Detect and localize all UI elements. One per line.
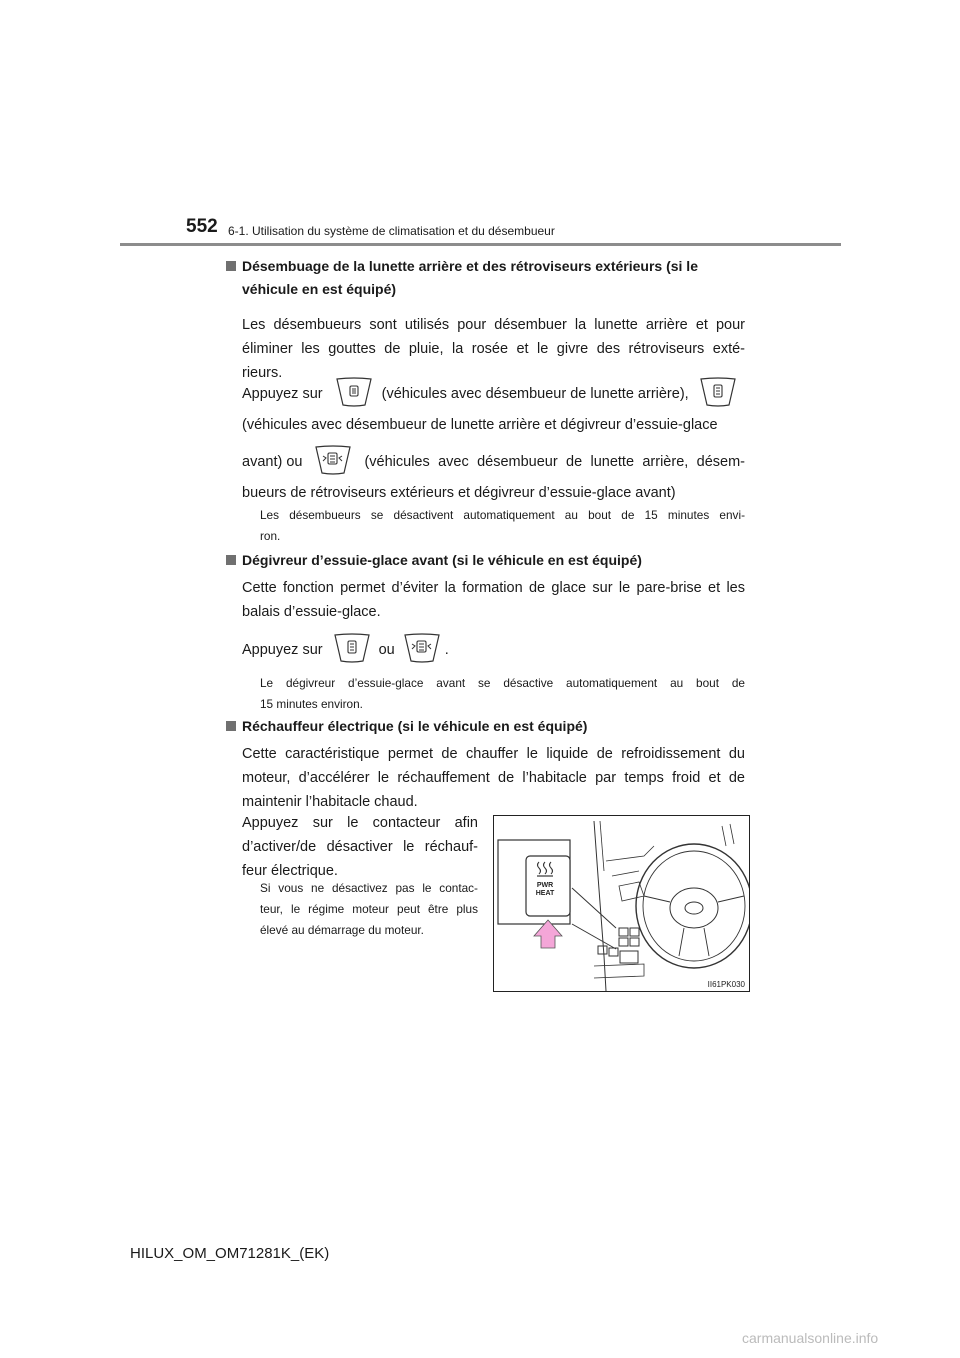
wiper-deicer-button-icon	[333, 632, 371, 668]
press-line-2: (véhicules avec désembueur de lunette arrière et dégivreur d’essuie-glace	[242, 417, 718, 433]
page-number: 552	[186, 216, 218, 237]
note-defogger-auto-off: Les désembueurs se désactivent automatiquement au bout de 15 minutes envi- ron.	[260, 508, 745, 543]
watermark: carmanualsonline.info	[742, 1330, 879, 1346]
press-line-1: Appuyez sur (véhicules avec désembueur de lunette arrière),	[242, 376, 745, 412]
section-heading-rear-defogger-line2: véhicule en est équipé)	[242, 281, 397, 297]
paragraph-heater-switch: Appuyez sur le contacteur afin d’activer/de désactiver le réchauf- feur électrique.	[242, 815, 478, 879]
chapter-title: 6-1. Utilisation du système de climatisation et du désembueur	[228, 224, 555, 238]
switch-label-pwr: PWR	[536, 882, 554, 889]
paragraph-wiper-deicer: Cette fonction permet d’éviter la formation de glace sur le pare-brise et les balais d’essuie-glace.	[242, 580, 745, 620]
figure-code: II61PK030	[707, 980, 745, 989]
full-defogger-button-icon	[403, 632, 441, 668]
heater-switch-illustration	[493, 815, 750, 992]
section-heading-wiper-deicer: Dégivreur d’essuie-glace avant (si le véhicule en est équipé)	[226, 548, 642, 572]
rear-defogger-wiper-deicer-button-icon	[699, 376, 737, 412]
note-heater-engine-speed: Si vous ne désactivez pas le contac- teur, le régime moteur peut être plus élevé au démarrage du moteur.	[260, 881, 478, 937]
square-bullet-icon	[226, 555, 236, 565]
note-wiper-deicer-auto-off: Le dégivreur d’essuie-glace avant se désactive automatiquement au bout de 15 minutes environ.	[260, 676, 745, 711]
press-line-wiper: Appuyez sur ou .	[242, 632, 745, 668]
section-heading-rear-defogger: Désembuage de la lunette arrière et des rétroviseurs extérieurs (si le	[226, 254, 698, 278]
dashboard-drawing	[494, 816, 749, 991]
square-bullet-icon	[226, 721, 236, 731]
rear-defogger-button-icon	[335, 376, 373, 412]
document-id: HILUX_OM_OM71281K_(EK)	[130, 1245, 330, 1262]
switch-label-heat: HEAT	[535, 890, 555, 897]
paragraph-defogger-usage: Les désembueurs sont utilisés pour désembuer la lunette arrière et pour éliminer les gouttes de pluie, la rosée et le givre des rétroviseurs exté- rieurs.	[242, 317, 745, 381]
section-heading-electric-heater: Réchauffeur électrique (si le véhicule en est équipé)	[226, 714, 587, 738]
header-rule	[120, 243, 841, 246]
press-line-3: avant) ou (véhicules avec désembueur de lunette arrière, désem-	[242, 444, 745, 480]
switch-panel-cluster	[594, 928, 644, 978]
paragraph-electric-heater: Cette caractéristique permet de chauffer le liquide de refroidissement du moteur, d’accélérer le réchauffement de l’habitacle par temps froid et de maintenir l’habitacle chaud.	[242, 746, 745, 810]
press-line-4: bueurs de rétroviseurs extérieurs et dégivreur d’essuie-glace avant)	[242, 485, 676, 501]
full-defogger-button-icon	[314, 444, 352, 480]
square-bullet-icon	[226, 261, 236, 271]
